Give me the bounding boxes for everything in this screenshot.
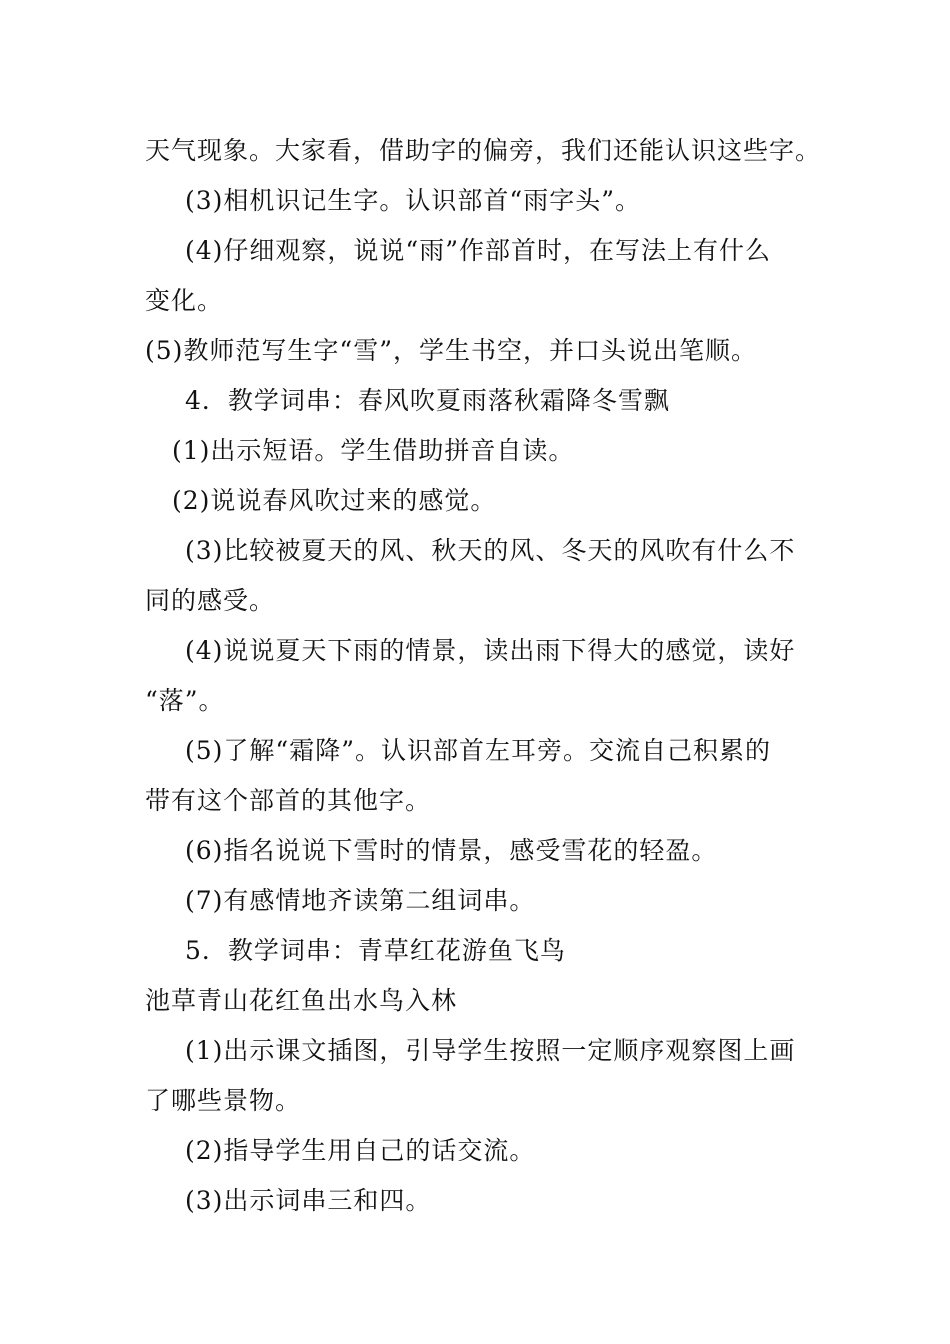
text-line: 池草青山花红鱼出水鸟入林 — [145, 986, 458, 1015]
text-line: (4)仔细观察，说说“雨”作部首时，在写法上有什么 — [185, 236, 771, 265]
text-line: (1)出示课文插图，引导学生按照一定顺序观察图上画 — [185, 1036, 796, 1065]
text-line: (3)相机识记生字。认识部首“雨字头”。 — [185, 186, 641, 215]
text-line: (5)教师范写生字“雪”，学生书空，并口头说出笔顺。 — [145, 336, 757, 365]
text-line: (7)有感情地齐读第二组词串。 — [185, 886, 536, 915]
text-line: 了哪些景物。 — [145, 1086, 302, 1115]
text-line: 天气现象。大家看，借助字的偏旁，我们还能认识这些字。 — [145, 136, 822, 165]
text-line: 带有这个部首的其他字。 — [145, 786, 432, 815]
text-line: 变化。 — [145, 286, 224, 315]
text-line: (6)指名说说下雪时的情景，感受雪花的轻盈。 — [185, 836, 718, 865]
text-line: (2)指导学生用自己的话交流。 — [185, 1136, 536, 1165]
text-line: (4)说说夏天下雨的情景，读出雨下得大的感觉，读好 — [185, 636, 796, 665]
text-line: (5)了解“霜降”。认识部首左耳旁。交流自己积累的 — [185, 736, 771, 765]
section-heading: 4．教学词串：春风吹夏雨落秋霜降冬雪飘 — [185, 386, 670, 415]
text-line: 同的感受。 — [145, 586, 276, 615]
text-line: (2)说说春风吹过来的感觉。 — [172, 486, 497, 515]
section-heading: 5．教学词串：青草红花游鱼飞鸟 — [185, 936, 566, 965]
text-line: (3)出示词串三和四。 — [185, 1186, 432, 1215]
text-line: (1)出示短语。学生借助拼音自读。 — [172, 436, 575, 465]
text-line: “落”。 — [145, 686, 225, 715]
text-line: (3)比较被夏天的风、秋天的风、冬天的风吹有什么不 — [185, 536, 796, 565]
